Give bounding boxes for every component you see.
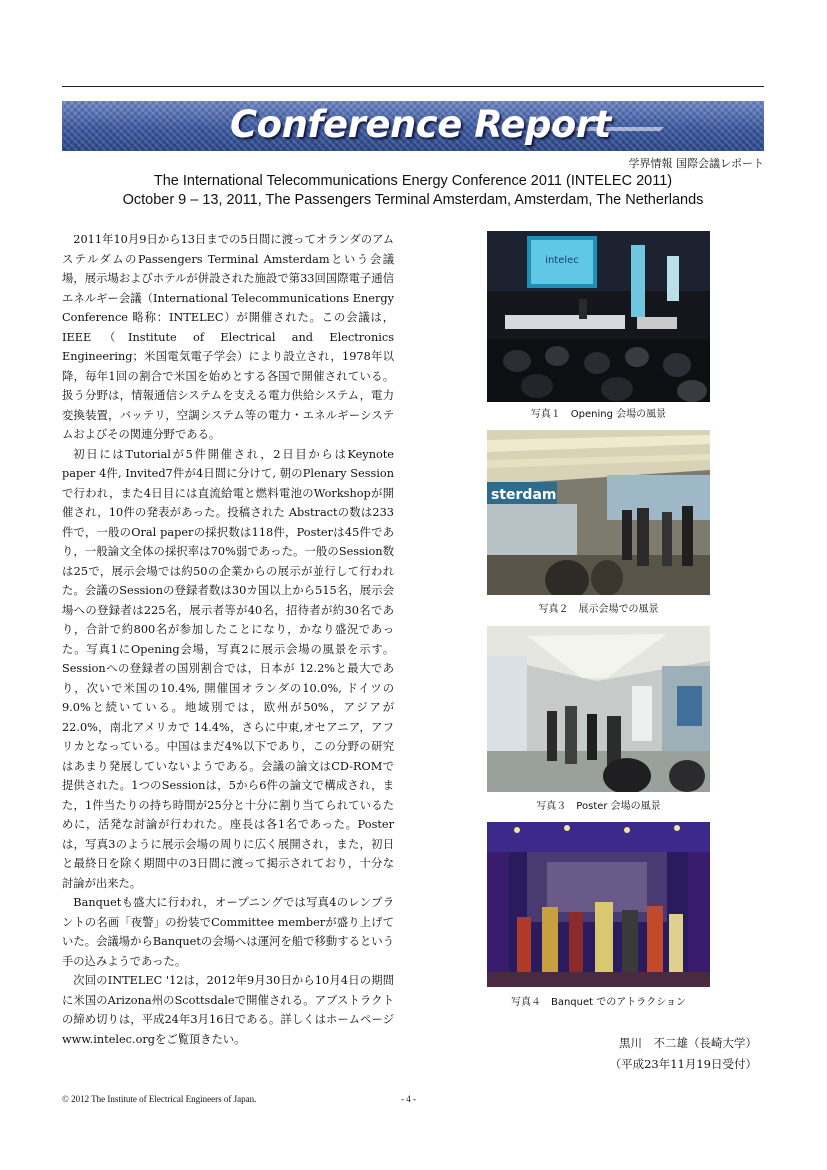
photo-banquet-attraction xyxy=(487,822,710,987)
conference-report-banner xyxy=(62,101,764,151)
photo-opening-hall xyxy=(487,231,710,402)
conference-dates-venue: October 9 – 13, 2011, The Passengers Terminal Amsterdam, Amsterdam, The Netherlands xyxy=(122,192,704,208)
paragraph-2: 初日にはTutorialが5件開催され，2日目からはKeynote paper 4件, Invited7件が4日間に分けて, 朝のPlenary Sessionで行われ，また4日目には直流給電と燃料電池のWorkshopが開催され，10件の発表があった。投稿された Abstractの数は233件で，一般のOral paperの採択数は118件，Posterは45件であり，一般論文全体の採択率は70%弱であった。一般のSession数は25で，展示会場では約50の企業からの展示が並行して行われた。会議のSessionの登録者数は30カ国以上から515名，展示会場への登録者は225名，展示者等が40名，招待者が約30名であり，合計で約800名が参加したことになり，かなり盛況であった。写真1にOpening会場，写真2に展示会場の風景を示す。Sessionへの登録者の国別割合では，日本が 12.2%と最大であり，次いで米国の10.4%, 開催国オランダの10.0%, ドイツの9.0%と続いている。地域別では，欧州が50%，アジアが22.0%，南北アメリカで 14.4%，さらに中東,オセアニア，アフリカとなっている。中国はまだ4%以下であり，この分野の研究はあまり発展していないようである。会議の論文はCD-ROMで提供された。1つのSessionは，5から6件の論文で構成され，また，1件当たりの持ち時間が25分と十分に割り当てられているために，活発な討論が行われた。座長は各1名であった。Posterは，写真3のように展示会場の周りに広く展開され，また，初日と最終日を除く期間中の3日間に渡って掲示されており，十分な討論が出来た。 xyxy=(62,447,394,890)
article-body xyxy=(62,230,394,1049)
author: 黒川 不二雄（長崎大学） xyxy=(619,1036,757,1050)
paragraph-1: 2011年10月9日から13日までの5日間に渡ってオランダのアムステルダムのPassengers Terminal Amsterdamという会議場，展示場およびホテルが併設された施設で第33回国際電子通信エネルギー会議（International Telecommunications Energy Conference 略称：INTELEC）が開催された。この会議は，IEEE（Institute of Electrical and Electronics Engineering；米国電気電子学会）により設立され，1978年以降，毎年1回の割合で米国を始めとする各国で開催されている。扱う分野は，情報通信システムを支える電力供給システム，電力変換装置，バッテリ，空調システム等の電力・エネルギーシステムおよびその関連分野である。 xyxy=(62,233,394,441)
banner-title: Conference Report xyxy=(230,103,611,146)
top-rule xyxy=(62,86,764,87)
footer-copyright: © 2012 The Institute of Electrical Engineers of Japan. xyxy=(62,1094,257,1104)
footer-page-number: - 4 - xyxy=(401,1094,416,1104)
photo-3-caption: 写真３ Poster 会場の風景 xyxy=(536,801,661,812)
received-date: （平成23年11月19日受付） xyxy=(609,1057,757,1071)
section-label: 学界情報 国際会議レポート xyxy=(628,157,764,170)
paragraph-4: 次回のINTELEC '12は，2012年9月30日から10月4日の期間に米国のArizona州のScottsdaleで開催される。アブストラクトの締め切りは，平成24年3月16日である。詳しくはホームページwww.intelec.orgをご覧頂きたい。 xyxy=(62,974,394,1046)
photo-poster-hall xyxy=(487,626,710,792)
photo-4-caption: 写真４ Banquet でのアトラクション xyxy=(510,997,687,1008)
paragraph-3: Banquetも盛大に行われ，オープニングでは写真4のレンブラントの名画「夜警」の扮装でCommittee memberが盛り上げていた。会議場からBanquetの会場へは運河を船で移動するという手の込みようであった。 xyxy=(62,896,394,968)
intelec-sign-text: intelec xyxy=(545,255,579,266)
photo-2-caption: 写真２ 展示会場での風景 xyxy=(538,604,659,615)
amsterdam-sign-text: sterdam xyxy=(491,487,557,503)
photo-1-caption: 写真１ Opening 会場の風景 xyxy=(530,409,667,420)
photo-exhibition-hall xyxy=(487,430,710,595)
conference-title: The International Telecommunications Energy Conference 2011 (INTELEC 2011) xyxy=(153,173,673,189)
